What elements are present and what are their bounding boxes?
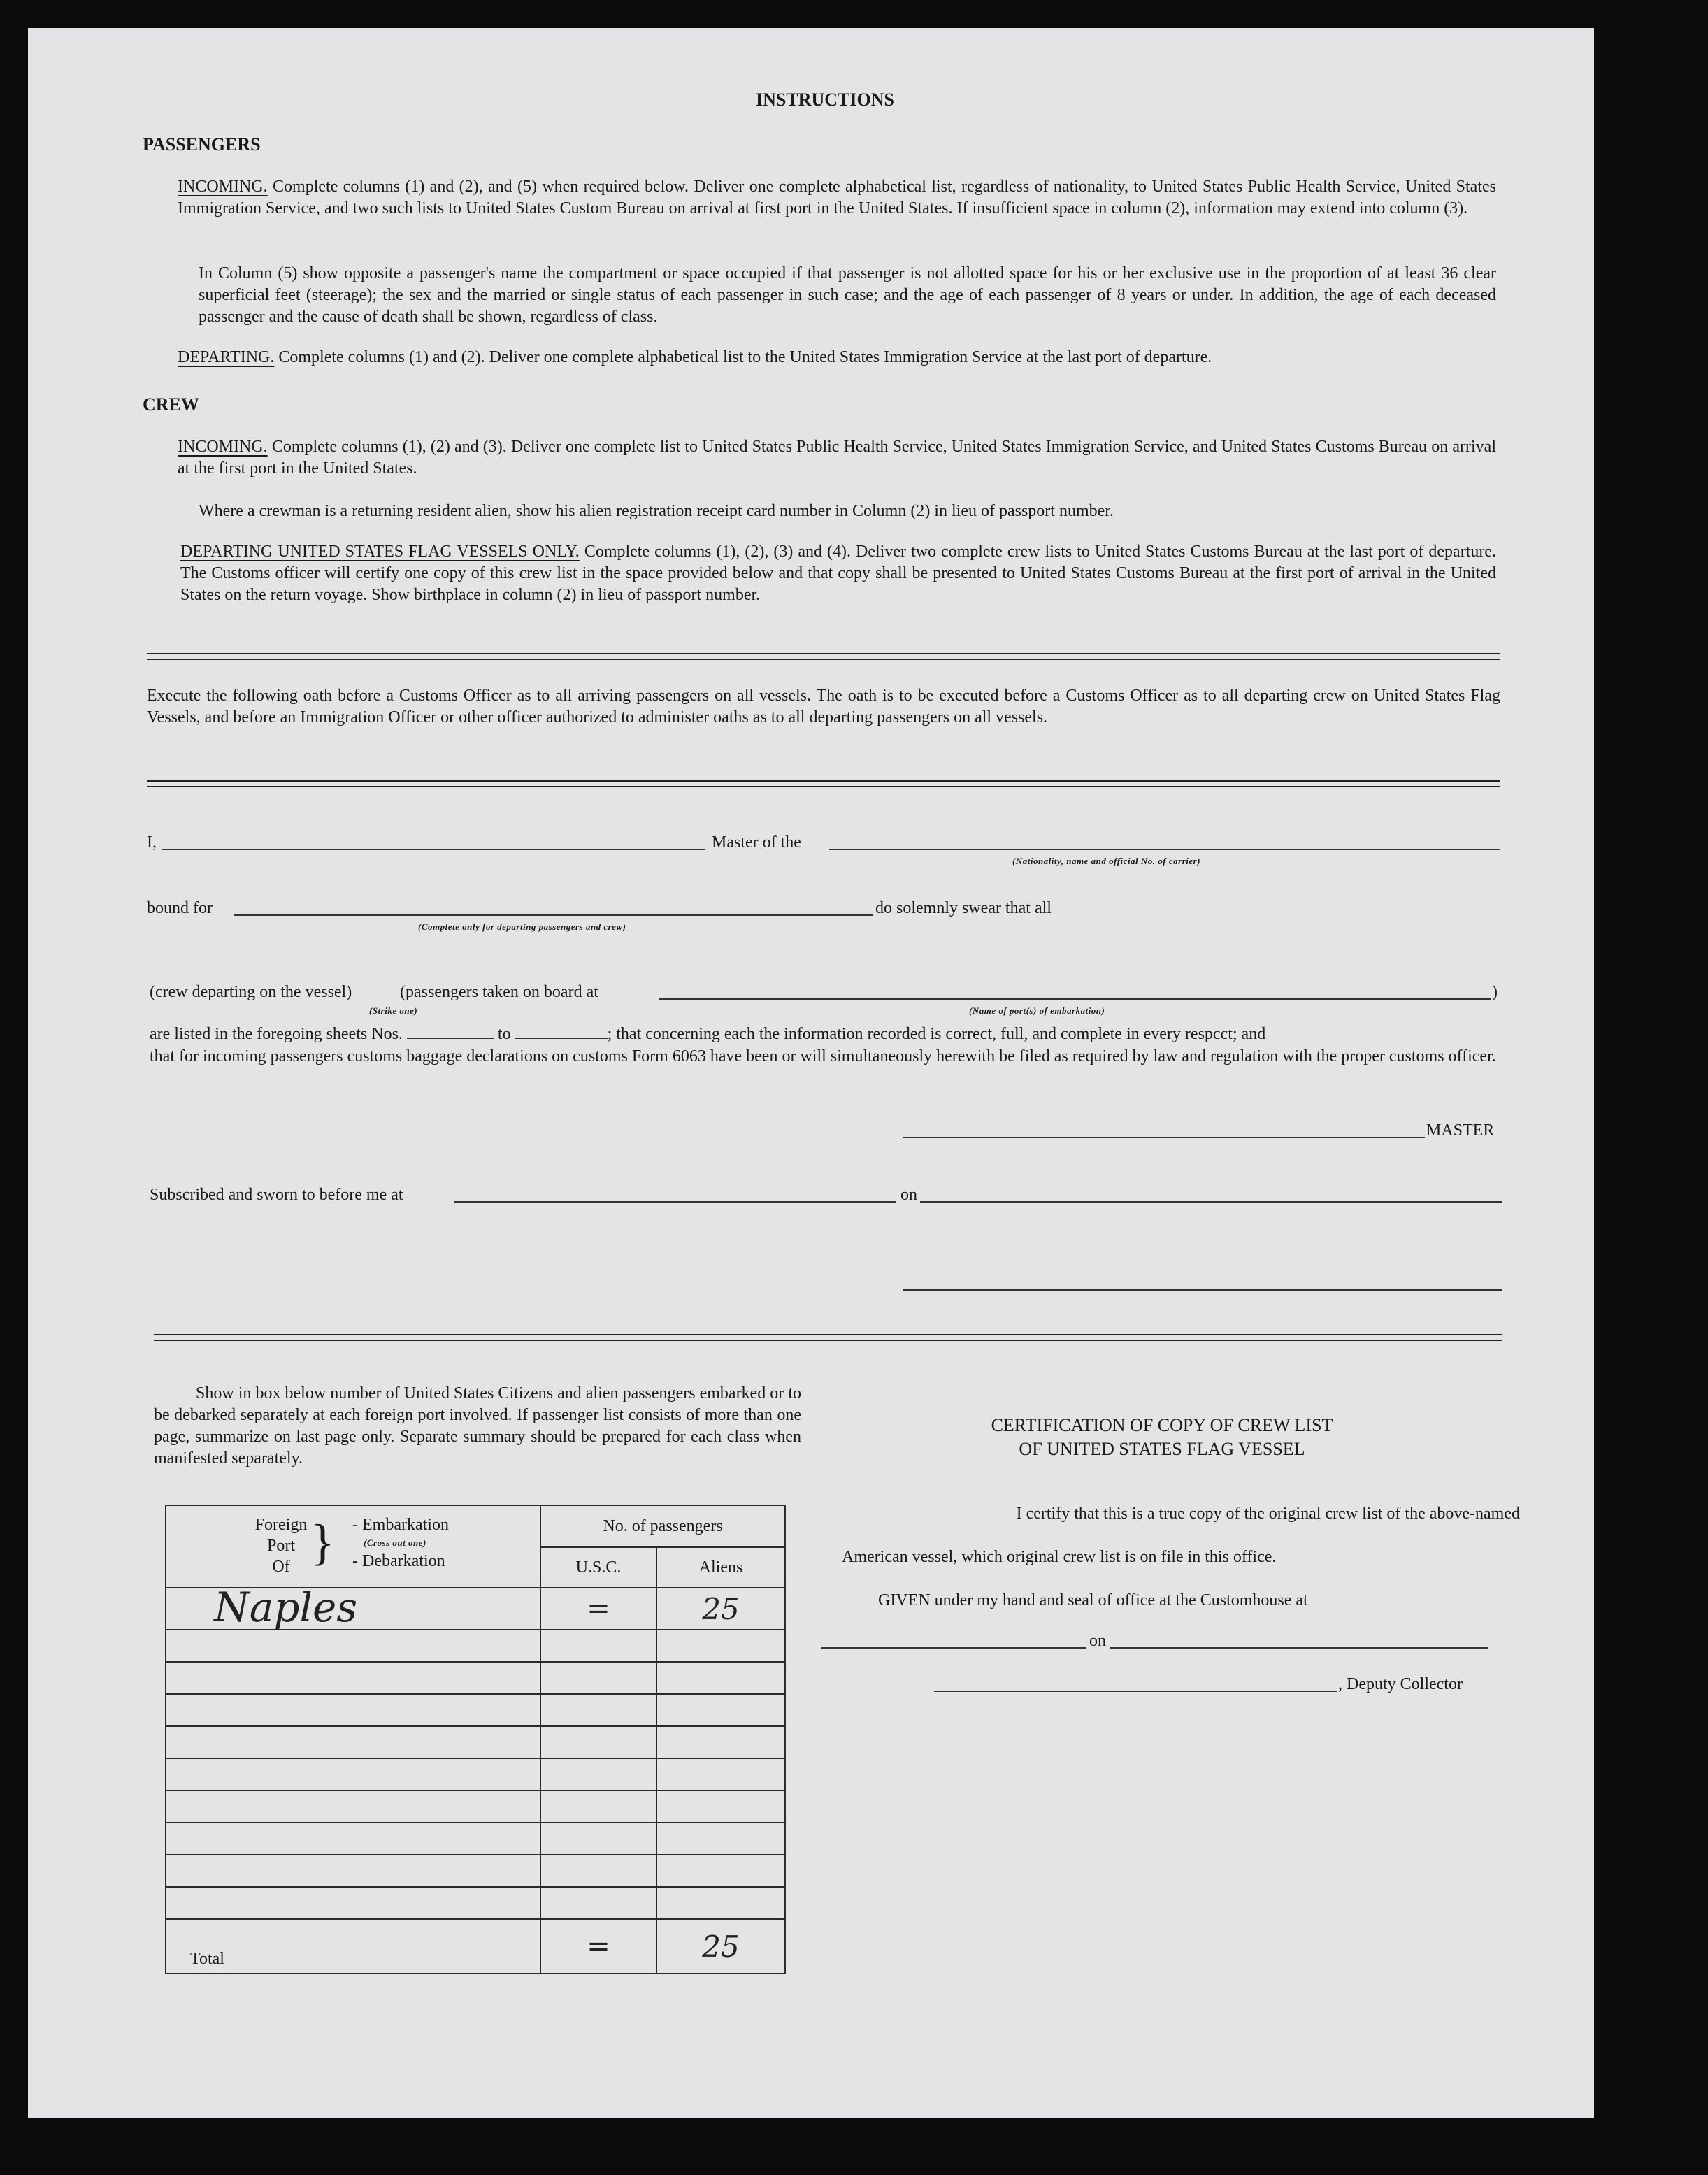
customhouse-field[interactable] — [821, 1647, 1086, 1649]
total-label: Total — [166, 1919, 540, 1974]
passengers-column5-paragraph: In Column (5) show opposite a passenger's name the compartment or space occupied if that passenger is not allotted space for his or her exclusive use in the proportion of at least 36 clear superficial feet (steerage); the sex and the married or single status of each passenger in such case; and the age of each passenger of 8 years or under. In addition, the age of each deceased passenger and the cause of death shall be shown, regardless of class. — [199, 264, 1496, 326]
crew-departing-text: Complete columns (1), (2), (3) and (4). Deliver two complete crew lists to United States Customs Bureau at the last port of departure. The Customs officer will certify one copy of this crew list in the space provided below and that copy shall be presented to United States Customs Bureau at the first port of arrival in the United States on the return voyage. Show birthplace in column (2) in lieu of passport number. — [180, 543, 1497, 604]
aliens-cell[interactable] — [656, 1887, 785, 1919]
usc-value: = — [587, 1593, 610, 1625]
table-row — [166, 1630, 785, 1662]
master-name-field[interactable] — [162, 849, 705, 850]
aliens-cell[interactable] — [656, 1694, 785, 1726]
summary-table — [165, 1505, 786, 1974]
usc-cell[interactable] — [540, 1758, 656, 1790]
table-row — [166, 1855, 785, 1887]
aliens-cell[interactable] — [656, 1823, 785, 1855]
bound-for-label: bound for — [147, 899, 213, 917]
strike-caption: (Strike one) — [369, 1005, 418, 1016]
port-cell[interactable] — [166, 1823, 540, 1855]
master-label: MASTER — [1426, 1121, 1495, 1140]
table-row — [166, 1823, 785, 1855]
table-row — [166, 1662, 785, 1694]
subscribed-date-field[interactable] — [920, 1201, 1502, 1203]
table-row — [166, 1726, 785, 1758]
page-title: INSTRUCTIONS — [756, 89, 894, 110]
summary-instructions: Show in box below number of United States Citizens and alien passengers embarked or to be debarked separately at each foreign port involved. If passenger list consists of more than one page, summarize on last page only. Separate summary should be prepared for each class when manifested separately. — [154, 1384, 801, 1467]
deputy-collector-field[interactable] — [934, 1691, 1337, 1692]
oath-intro-paragraph: Execute the following oath before a Customs Officer as to all arriving passengers on all vessels. The oath is to be executed before a Customs Officer as to all departing crew on United States Flag Vessels, and before an Immigration Officer or other officer authorized to administer oaths as to all departing passengers on all vessels. — [147, 687, 1500, 726]
total-usc-cell[interactable] — [540, 1919, 656, 1974]
port-cell[interactable] — [166, 1662, 540, 1694]
bound-caption: (Complete only for departing passengers and crew) — [418, 921, 626, 932]
header-foreign: Foreign — [254, 1516, 308, 1534]
embarkation-port-field[interactable] — [659, 998, 1491, 1000]
port-header-cell — [166, 1505, 540, 1588]
sheets-prefix: are listed in the foregoing sheets Nos. — [150, 1025, 403, 1043]
certification-title-line1: CERTIFICATION OF COPY OF CREW LIST — [991, 1415, 1333, 1435]
crew-departing-option: (crew departing on the vessel) — [150, 983, 352, 1001]
passengers-departing-text: Complete columns (1) and (2). Deliver one complete alphabetical list to the United States Immigration Service at the last port of departure. — [278, 348, 1212, 366]
crew-resident-paragraph: Where a crewman is a returning resident alien, show his alien registration receipt card number in Column (2) in lieu of passport number. — [199, 502, 1114, 520]
certification-given-text: GIVEN under my hand and seal of office at the Customhouse at — [878, 1591, 1308, 1609]
swear-label: do solemnly swear that all — [875, 899, 1052, 917]
certification-title-line2: OF UNITED STATES FLAG VESSEL — [1019, 1439, 1305, 1459]
officer-signature-field[interactable] — [903, 1289, 1502, 1291]
header-cross-out: (Cross out one) — [364, 1537, 426, 1548]
crew-incoming-label: INCOMING. — [178, 438, 268, 456]
sheets-line — [150, 1024, 1265, 1045]
crew-heading: CREW — [143, 394, 199, 415]
usc-header: U.S.C. — [540, 1547, 656, 1588]
brace-icon: } — [310, 1514, 335, 1570]
crew-incoming-text: Complete columns (1), (2) and (3). Deliver one complete list to United States Public Health Service, United States Immigration Service, and United States Customs Bureau on arrival at the first port in the United States. — [178, 438, 1496, 478]
table-row — [166, 1758, 785, 1790]
crew-incoming-paragraph — [178, 436, 1496, 480]
oath-continuation: that for incoming passengers customs baggage declarations on customs Form 6063 have been or will simultaneously herewith be filed as required by law and regulation with the proper customs officer. — [150, 1047, 1496, 1065]
sheet-to-field[interactable] — [515, 1025, 608, 1039]
table-row — [166, 1790, 785, 1823]
usc-cell[interactable] — [540, 1887, 656, 1919]
aliens-header: Aliens — [656, 1547, 785, 1588]
master-of-label: Master of the — [712, 833, 801, 852]
aliens-cell[interactable] — [656, 1726, 785, 1758]
port-cell[interactable] — [166, 1855, 540, 1887]
aliens-cell[interactable] — [656, 1790, 785, 1823]
total-aliens-cell[interactable] — [656, 1919, 785, 1974]
port-cell[interactable] — [166, 1694, 540, 1726]
passengers-incoming-text: Complete columns (1) and (2), and (5) when required below. Deliver one complete alphabetical list, regardless of nationality, to United States Public Health Service, United States Immigration Service, and two such lists to United States Custom Bureau on arrival at first port in the United States. If insufficient space in column (2), information may extend into column (3). — [178, 178, 1496, 217]
certification-title — [847, 1414, 1477, 1461]
usc-cell[interactable] — [540, 1694, 656, 1726]
usc-cell[interactable] — [540, 1588, 656, 1630]
aliens-cell[interactable] — [656, 1855, 785, 1887]
subscribed-label: Subscribed and sworn to before me at — [150, 1186, 403, 1204]
header-of: Of — [272, 1558, 290, 1576]
port-caption: (Name of port(s) of embarkation) — [969, 1005, 1105, 1016]
table-row — [166, 1887, 785, 1919]
divider-rule — [147, 659, 1500, 660]
sheets-to-label: to — [497, 1025, 511, 1043]
certification-text-line1: I certify that this is a true copy of the original crew list of the above-named — [1016, 1505, 1520, 1523]
crew-departing-label: DEPARTING UNITED STATES FLAG VESSELS ONLY. — [180, 543, 580, 561]
aliens-value: 25 — [702, 1591, 740, 1626]
port-cell[interactable] — [166, 1790, 540, 1823]
total-usc-value: = — [587, 1930, 610, 1962]
usc-cell[interactable] — [540, 1726, 656, 1758]
no-passengers-header: No. of passengers — [540, 1505, 785, 1547]
header-port: Port — [266, 1537, 295, 1555]
oath-i-label: I, — [147, 833, 157, 852]
usc-cell[interactable] — [540, 1855, 656, 1887]
table-row — [166, 1588, 785, 1630]
passengers-departing-paragraph — [178, 347, 1496, 368]
certification-on-label: on — [1089, 1632, 1106, 1650]
total-aliens-value: 25 — [702, 1929, 740, 1964]
port-cell[interactable] — [166, 1630, 540, 1662]
sheets-suffix: ; that concerning each the information recorded is correct, full, and complete in every respcct; and — [607, 1025, 1266, 1043]
passengers-incoming-label: INCOMING. — [178, 178, 268, 196]
sheet-from-field[interactable] — [407, 1025, 494, 1039]
port-cell[interactable] — [166, 1758, 540, 1790]
divider-rule — [154, 1340, 1502, 1341]
divider-rule — [147, 786, 1500, 787]
deputy-collector-label: , Deputy Collector — [1338, 1675, 1463, 1693]
close-paren: ) — [1492, 983, 1498, 1001]
subscribed-on-label: on — [900, 1186, 917, 1204]
divider-rule — [147, 780, 1500, 782]
header-embarkation: - Embarkation — [352, 1516, 449, 1534]
usc-cell[interactable] — [540, 1662, 656, 1694]
subscribed-place-field[interactable] — [454, 1201, 896, 1203]
passengers-departing-label: DEPARTING. — [178, 348, 275, 366]
aliens-cell[interactable] — [656, 1630, 785, 1662]
header-debarkation: - Debarkation — [352, 1552, 445, 1570]
usc-cell[interactable] — [540, 1823, 656, 1855]
port-cell[interactable] — [166, 1584, 540, 1631]
bound-for-field[interactable] — [234, 914, 873, 916]
aliens-cell[interactable] — [656, 1588, 785, 1630]
table-row — [166, 1694, 785, 1726]
passengers-heading: PASSENGERS — [143, 134, 261, 155]
certification-date-field[interactable] — [1110, 1647, 1488, 1649]
total-row — [166, 1919, 785, 1974]
aliens-cell[interactable] — [656, 1662, 785, 1694]
crew-departing-paragraph — [180, 541, 1496, 606]
aliens-cell[interactable] — [656, 1758, 785, 1790]
divider-rule — [147, 653, 1500, 654]
usc-cell[interactable] — [540, 1630, 656, 1662]
master-signature-field[interactable] — [903, 1137, 1425, 1138]
usc-cell[interactable] — [540, 1790, 656, 1823]
port-cell[interactable] — [166, 1726, 540, 1758]
form-sheet — [28, 28, 1594, 2118]
port-value: Naples — [214, 1584, 358, 1631]
summary-table-wrapper — [165, 1505, 794, 2120]
port-cell[interactable] — [166, 1887, 540, 1919]
passengers-taken-option: (passengers taken on board at — [400, 983, 598, 1001]
passengers-incoming-paragraph — [178, 176, 1496, 220]
carrier-field[interactable] — [829, 849, 1500, 850]
certification-text-line2: American vessel, which original crew list is on file in this office. — [842, 1548, 1277, 1566]
divider-rule — [154, 1334, 1502, 1335]
carrier-caption: (Nationality, name and official No. of carrier) — [1012, 856, 1201, 866]
